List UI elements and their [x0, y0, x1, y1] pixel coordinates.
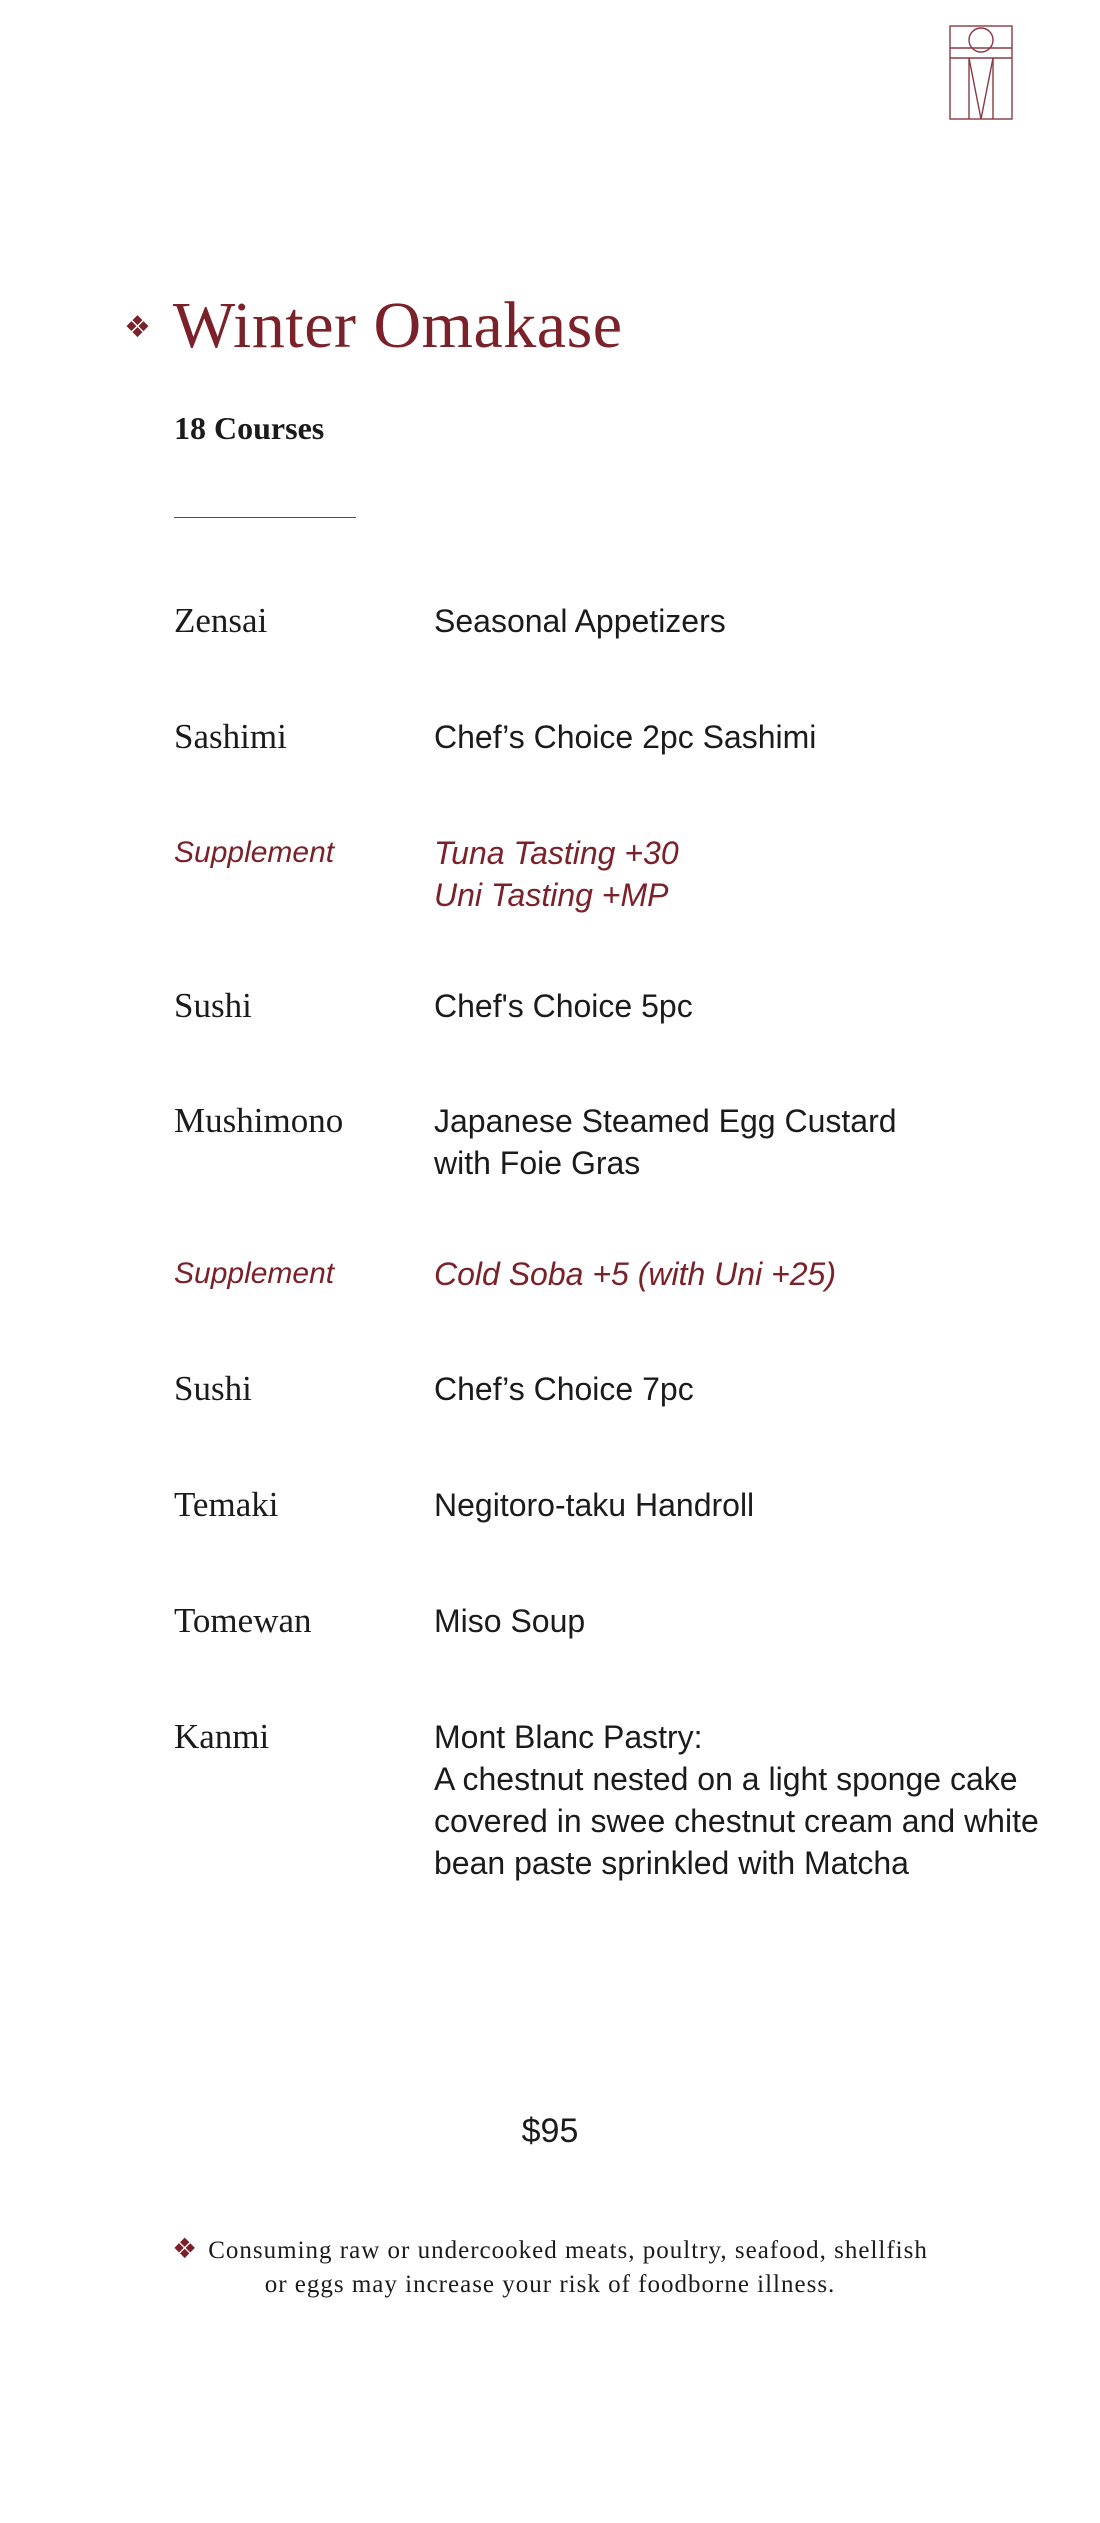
description-line: Chef's Choice 5pc	[434, 988, 693, 1024]
description-line: Tuna Tasting +30	[434, 835, 679, 871]
supplement-label: Supplement	[174, 836, 335, 869]
course-name: Sushi	[174, 986, 252, 1025]
supplement-options	[434, 832, 1054, 916]
description-line: Japanese Steamed Egg Custard	[434, 1103, 897, 1139]
notice-line-1	[110, 2232, 990, 2268]
course-description	[434, 1368, 1054, 1410]
course-name: Zensai	[174, 601, 268, 640]
course-description	[434, 1716, 1054, 1884]
description-line: Seasonal Appetizers	[434, 603, 726, 639]
menu-title: Winter Omakase	[172, 289, 623, 362]
course-description	[434, 985, 1054, 1027]
description-line: Cold Soba +5 (with Uni +25)	[434, 1256, 836, 1292]
description-line: Uni Tasting +MP	[434, 877, 669, 913]
food-safety-notice	[110, 2232, 990, 2302]
description-line: Chef’s Choice 2pc Sashimi	[434, 719, 817, 755]
description-line: bean paste sprinkled with Matcha	[434, 1845, 909, 1881]
course-description	[434, 600, 1054, 642]
course-name: Sashimi	[174, 717, 287, 756]
description-line: Mont Blanc Pastry:	[434, 1719, 703, 1755]
description-line: A chestnut nested on a light sponge cake	[434, 1761, 1018, 1797]
description-line: with Foie Gras	[434, 1145, 641, 1181]
description-line: Miso Soup	[434, 1603, 586, 1639]
course-description	[434, 1100, 1054, 1184]
course-name: Kanmi	[174, 1717, 270, 1756]
course-name: Tomewan	[174, 1601, 312, 1640]
notice-text-1: Consuming raw or undercooked meats, poultry, seafood, shellfish	[208, 2237, 928, 2264]
diamond-ornament-icon: ❖	[124, 310, 151, 345]
description-line: Chef’s Choice 7pc	[434, 1371, 694, 1407]
course-name: Temaki	[174, 1485, 279, 1524]
course-count: 18 Courses	[174, 410, 325, 446]
notice-text-2: or eggs may increase your risk of foodborne illness.	[264, 2271, 836, 2298]
course-description	[434, 716, 1054, 758]
supplement-label: Supplement	[174, 1257, 335, 1290]
description-line: Negitoro-taku Handroll	[434, 1487, 755, 1523]
title-divider	[174, 517, 356, 518]
course-name: Mushimono	[174, 1101, 344, 1140]
course-description	[434, 1484, 1054, 1526]
course-name: Sushi	[174, 1369, 252, 1408]
supplement-options	[434, 1253, 1054, 1295]
menu-price: $95	[521, 2112, 579, 2150]
diamond-ornament-icon: ❖	[172, 2232, 199, 2265]
course-description	[434, 1600, 1054, 1642]
restaurant-monogram-logo	[949, 25, 1013, 120]
description-line: covered in swee chestnut cream and white	[434, 1803, 1039, 1839]
menu-header	[124, 289, 623, 362]
